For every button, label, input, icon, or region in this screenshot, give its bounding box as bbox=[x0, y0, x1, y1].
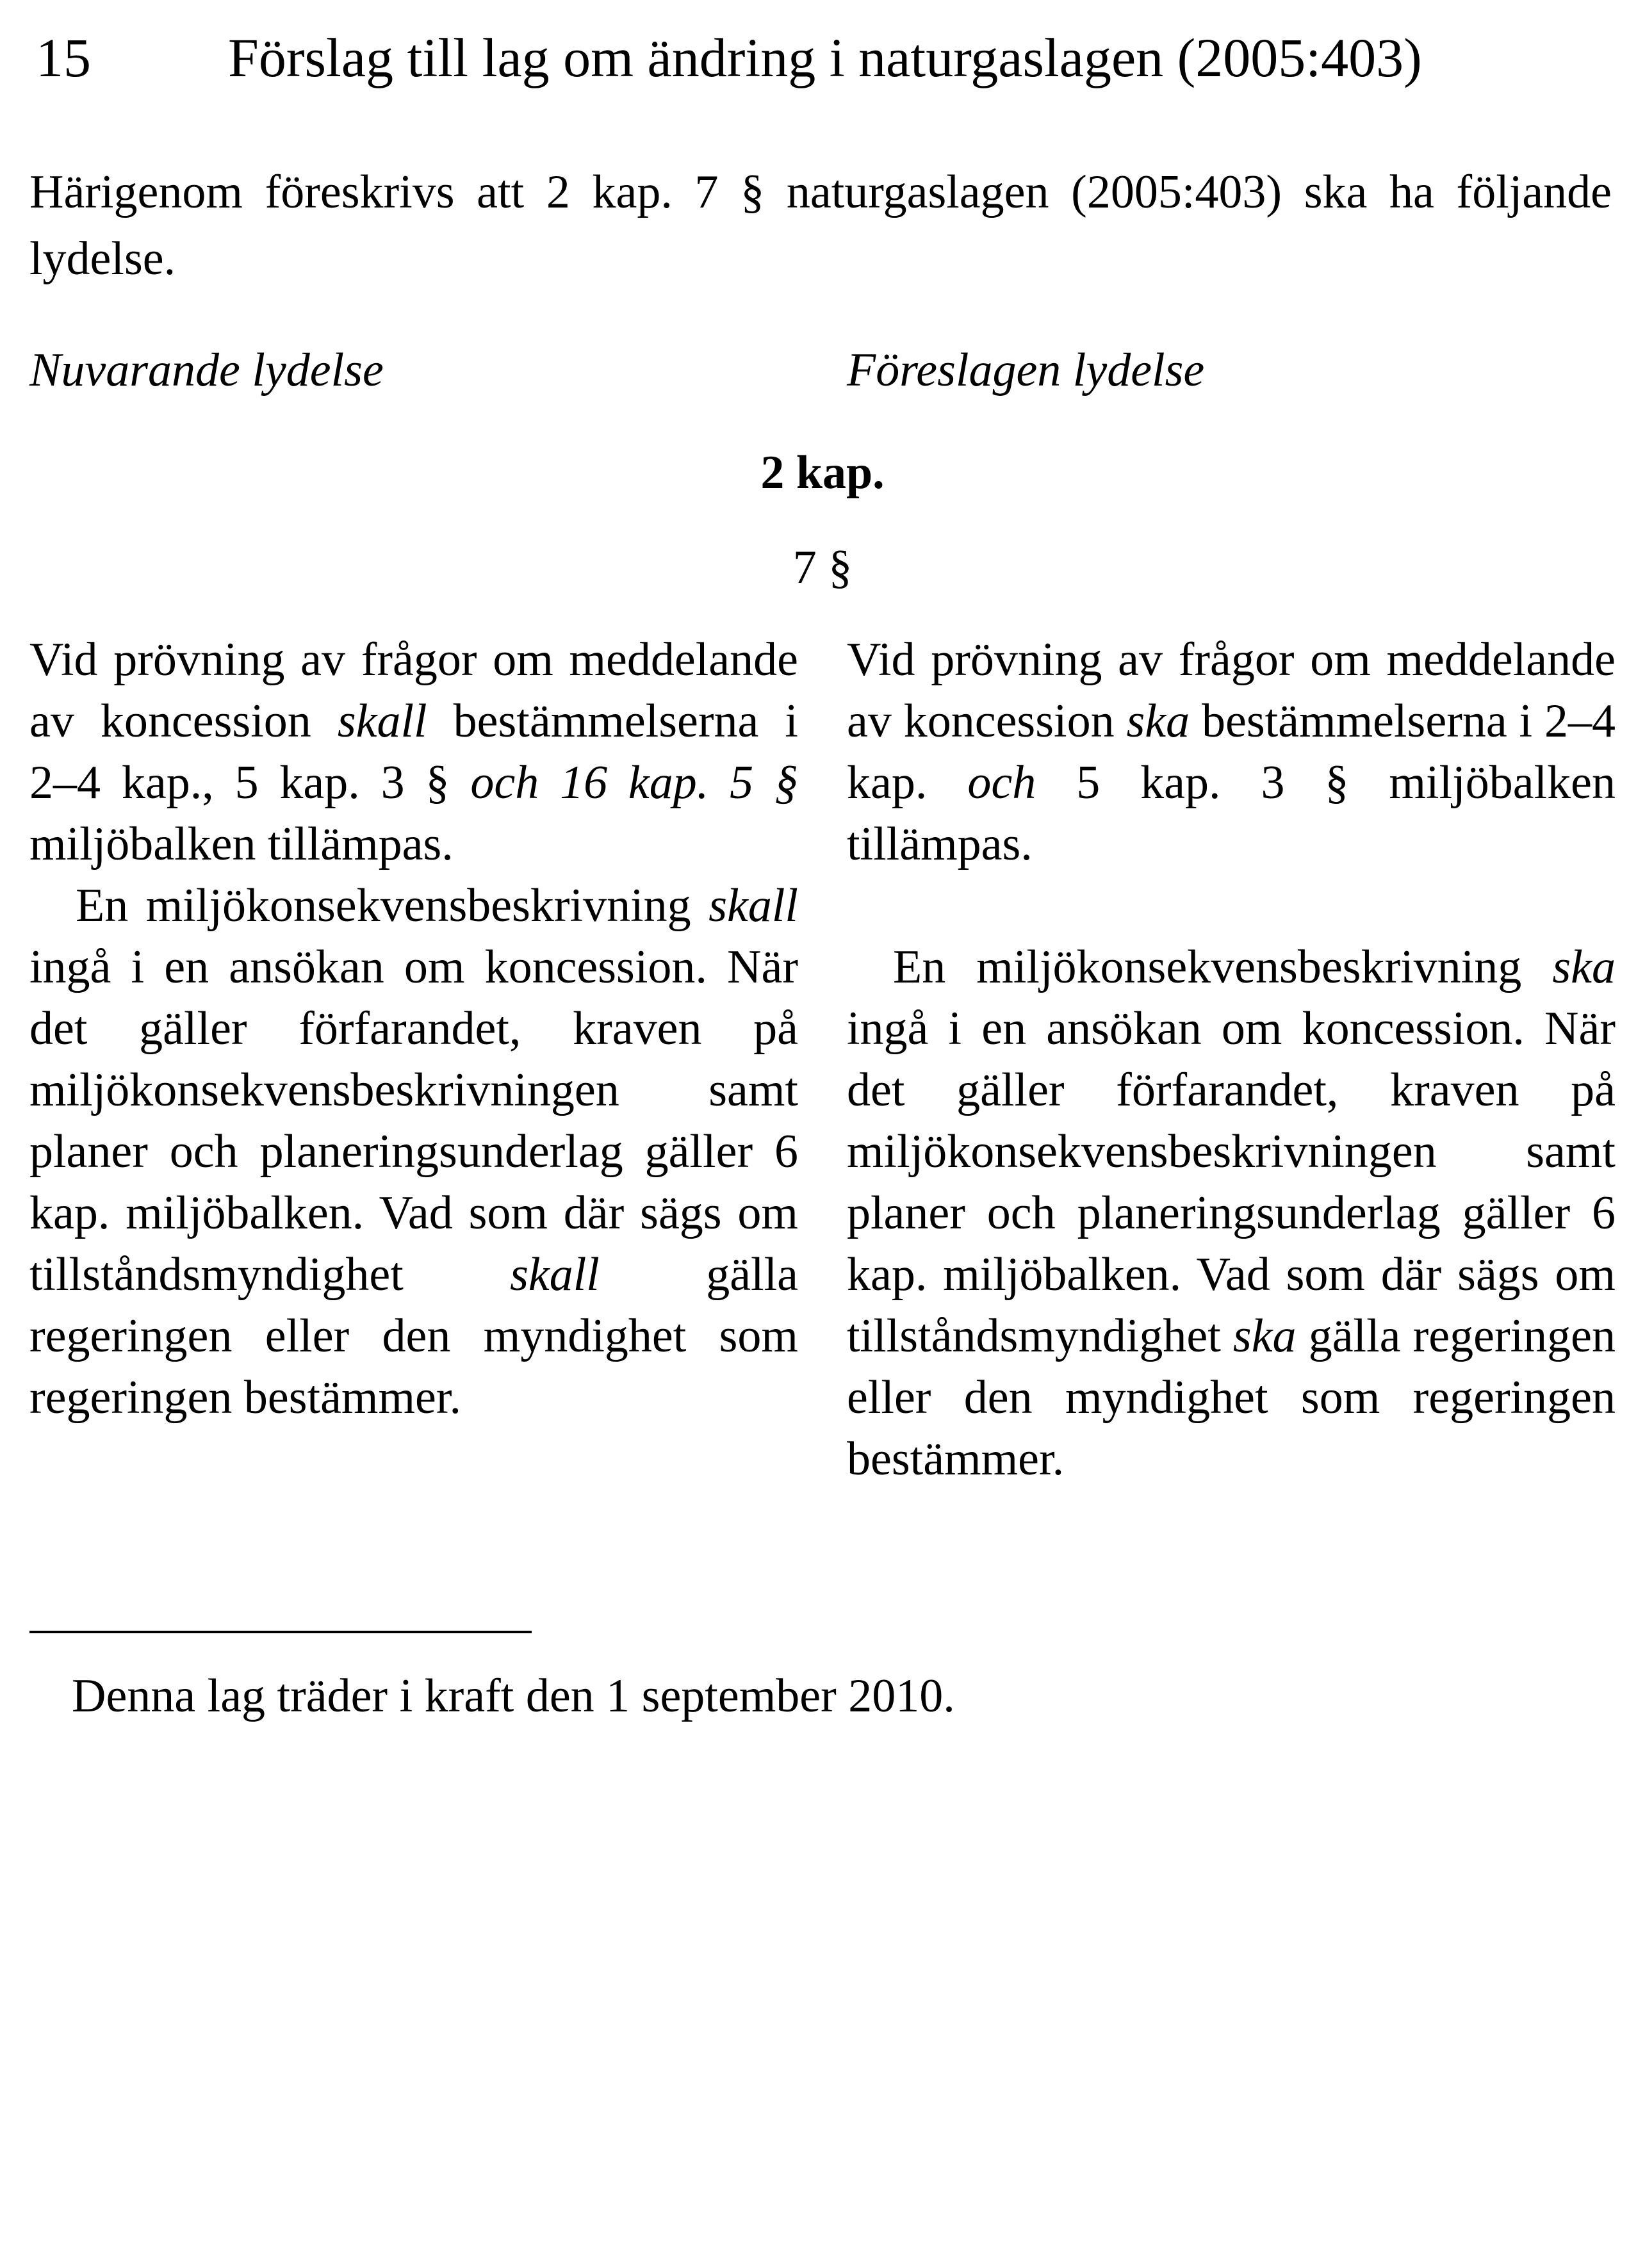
text-run: En miljökonsekvensbeskrivning bbox=[76, 879, 709, 932]
emphasized-text: ska bbox=[1232, 1310, 1297, 1362]
text-run: gälla regeringen eller den myndighet som regeringen bestämmer. bbox=[29, 1248, 798, 1424]
text-run: ingå i en ansökan om koncession. När det gäller förfarandet, kraven på miljökonsekvensbeskrivningen samt planer och planeringsunderlag gäller 6 kap. miljöbalken. Vad som där sägs om tillståndsmyndighet bbox=[847, 1002, 1616, 1362]
proposed-paragraph-1 bbox=[847, 629, 1616, 875]
text-run: Vid prövning av frågor om meddelande av koncession bbox=[847, 633, 1616, 747]
current-wording-label: Nuvarande lydelse bbox=[29, 344, 384, 396]
emphasized-text: ska bbox=[1552, 941, 1616, 993]
text-run: ingå i en ansökan om koncession. När det gäller förfarandet, kraven på miljökonsekvensbeskrivningen samt planer och planeringsunderlag gäller 6 kap. miljöbalken. Vad som där sägs om tillståndsmyndighet bbox=[29, 941, 798, 1301]
current-paragraph-2 bbox=[29, 875, 798, 1428]
emphasized-text: skall bbox=[337, 695, 427, 747]
proposed-paragraph-2 bbox=[847, 936, 1616, 1490]
current-wording-column bbox=[29, 629, 798, 1428]
emphasized-text: och bbox=[967, 756, 1036, 809]
chapter-heading: 2 kap. bbox=[760, 446, 885, 499]
text-run: Vid prövning av frågor om meddelande av koncession bbox=[29, 633, 798, 747]
heading-title: Förslag till lag om ändring i naturgaslagen (2005:403) bbox=[228, 27, 1422, 88]
text-run: 5 kap. 3 § miljöbalken tillämpas. bbox=[847, 756, 1616, 870]
text-run: gälla regeringen eller den myndighet som regeringen bestämmer. bbox=[847, 1310, 1616, 1485]
section-heading bbox=[36, 19, 1422, 96]
entry-into-force-note: Denna lag träder i kraft den 1 september 2010. bbox=[72, 1670, 955, 1722]
section-heading-paragraph-sign: 7 § bbox=[792, 541, 853, 594]
text-run: miljöbalken tillämpas. bbox=[29, 818, 454, 870]
intro-paragraph: Härigenom föreskrivs att 2 kap. 7 § naturgaslagen (2005:403) ska ha följande lydelse. bbox=[29, 166, 1612, 285]
text-run: bestämmelserna i 2–4 kap., 5 kap. 3 § bbox=[29, 695, 798, 809]
emphasized-text: skall bbox=[510, 1248, 600, 1301]
text-run: En miljökonsekvensbeskrivning bbox=[893, 941, 1553, 993]
text-run: bestämmelserna i 2–4 kap. bbox=[847, 695, 1616, 809]
current-paragraph-1 bbox=[29, 629, 798, 875]
emphasized-text: och 16 kap. 5 § bbox=[470, 756, 798, 809]
proposed-wording-column bbox=[847, 629, 1616, 1490]
footnote-divider bbox=[29, 1631, 532, 1633]
proposed-wording-label: Föreslagen lydelse bbox=[847, 344, 1205, 396]
emphasized-text: skall bbox=[708, 879, 798, 932]
heading-number: 15 bbox=[36, 27, 91, 88]
emphasized-text: ska bbox=[1126, 695, 1190, 747]
